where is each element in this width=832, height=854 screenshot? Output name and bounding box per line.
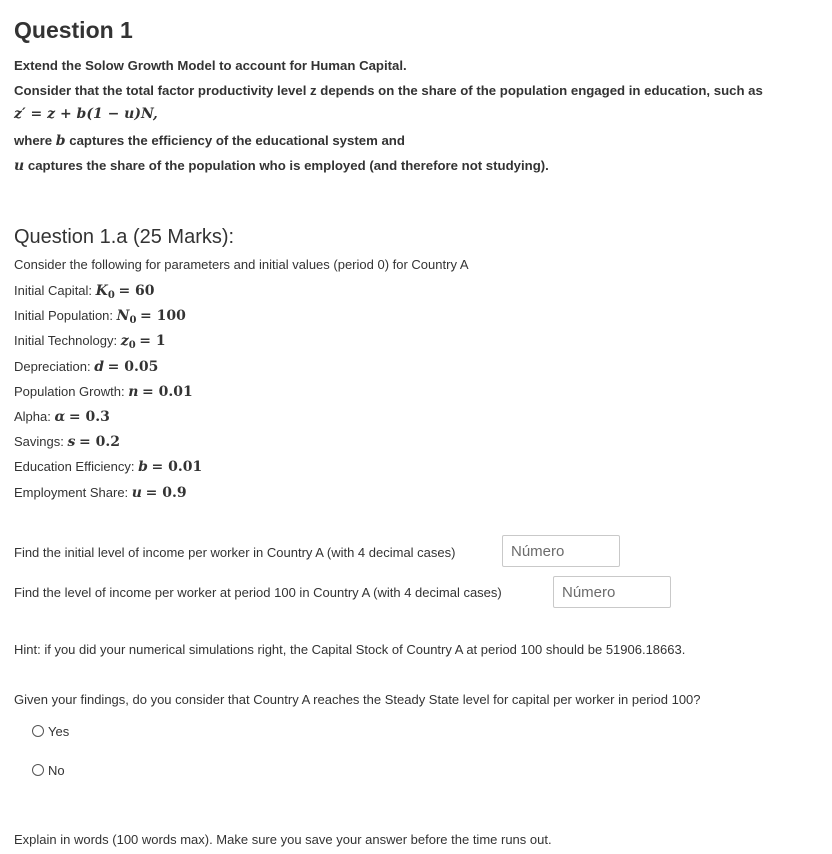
parameter-row: [14, 459, 202, 475]
parameter-row: [14, 485, 187, 501]
radio-yes[interactable]: [32, 725, 44, 737]
parameter-label: Initial Technology:: [14, 333, 118, 348]
parameter-label: Initial Population:: [14, 308, 114, 323]
income-period100-input[interactable]: [553, 576, 671, 608]
parameter-value: = 0.01: [142, 384, 193, 400]
radio-no-label[interactable]: No: [48, 763, 65, 778]
parameter-value: = 0.9: [145, 485, 187, 501]
q1-label: Find the initial level of income per worker in Country A (with 4 decimal cases): [14, 545, 456, 560]
parameter-subscript: 0: [128, 340, 136, 351]
parameter-symbol: b: [138, 459, 148, 475]
question-text-line-1: Extend the Solow Growth Model to account for Human Capital.: [14, 58, 407, 73]
parameter-symbol: d: [94, 359, 105, 375]
parameter-symbol: α: [54, 409, 66, 425]
parameter-value: = 0.3: [68, 409, 110, 425]
hint-text: Hint: if you did your numerical simulations right, the Capital Stock of Country A at period 100 should be 51906.18663.: [14, 642, 686, 657]
question-text-line-2: Consider that the total factor productivity level z depends on the share of the population engaged in education, such as: [14, 83, 763, 98]
question-text-line-4: [14, 133, 405, 149]
parameter-row: [14, 333, 166, 349]
parameter-value: = 60: [118, 283, 155, 299]
question-text-line-5: [14, 158, 549, 174]
question-title: Question 1: [14, 17, 133, 43]
tfp-formula: z′ = z + b(1 − u)N,: [14, 106, 158, 122]
parameter-value: = 100: [140, 308, 186, 324]
parameter-label: Alpha:: [14, 409, 51, 424]
parameter-label: Employment Share:: [14, 485, 129, 500]
line4-suffix: captures the efficiency of the educational system and: [69, 133, 405, 148]
params-intro: Consider the following for parameters and initial values (period 0) for Country A: [14, 257, 469, 272]
parameter-symbol: s: [67, 434, 76, 450]
parameter-symbol: z: [120, 333, 129, 349]
parameter-label: Initial Capital:: [14, 283, 93, 298]
parameter-row: [14, 359, 158, 375]
parameter-value: = 1: [139, 333, 166, 349]
parameter-label: Depreciation:: [14, 359, 91, 374]
subquestion-title: Question 1.a (25 Marks):: [14, 226, 235, 248]
parameter-symbol: n: [128, 384, 139, 400]
parameter-label: Savings:: [14, 434, 64, 449]
parameter-value: = 0.01: [151, 459, 203, 475]
parameter-label: Population Growth:: [14, 384, 125, 399]
parameter-value: = 0.05: [107, 359, 159, 375]
parameter-row: [14, 283, 155, 299]
line4-prefix: where: [14, 133, 53, 148]
explain-prompt: Explain in words (100 words max). Make sure you save your answer before the time runs out.: [14, 832, 552, 847]
parameter-subscript: 0: [129, 315, 137, 326]
line5-suffix: captures the share of the population who is employed (and therefore not studying).: [27, 158, 549, 173]
parameter-symbol: N: [116, 308, 130, 324]
parameter-subscript: 0: [107, 290, 115, 301]
parameter-value: = 0.2: [79, 434, 120, 450]
var-u: u: [14, 158, 25, 174]
parameter-label: Education Efficiency:: [14, 459, 135, 474]
radio-yes-label[interactable]: Yes: [48, 724, 70, 739]
parameter-row: [14, 434, 120, 450]
parameter-row: [14, 409, 110, 425]
parameter-symbol: u: [131, 485, 142, 501]
parameter-row: [14, 308, 186, 324]
var-b: b: [55, 133, 66, 149]
radio-no[interactable]: [32, 764, 44, 776]
q2-label: Find the level of income per worker at period 100 in Country A (with 4 decimal cases): [14, 585, 502, 600]
steady-state-question: Given your findings, do you consider that Country A reaches the Steady State level for capital per worker in period 100?: [14, 692, 701, 707]
income-initial-input[interactable]: [502, 535, 620, 567]
parameter-symbol: K: [95, 283, 108, 299]
parameter-row: [14, 384, 193, 400]
